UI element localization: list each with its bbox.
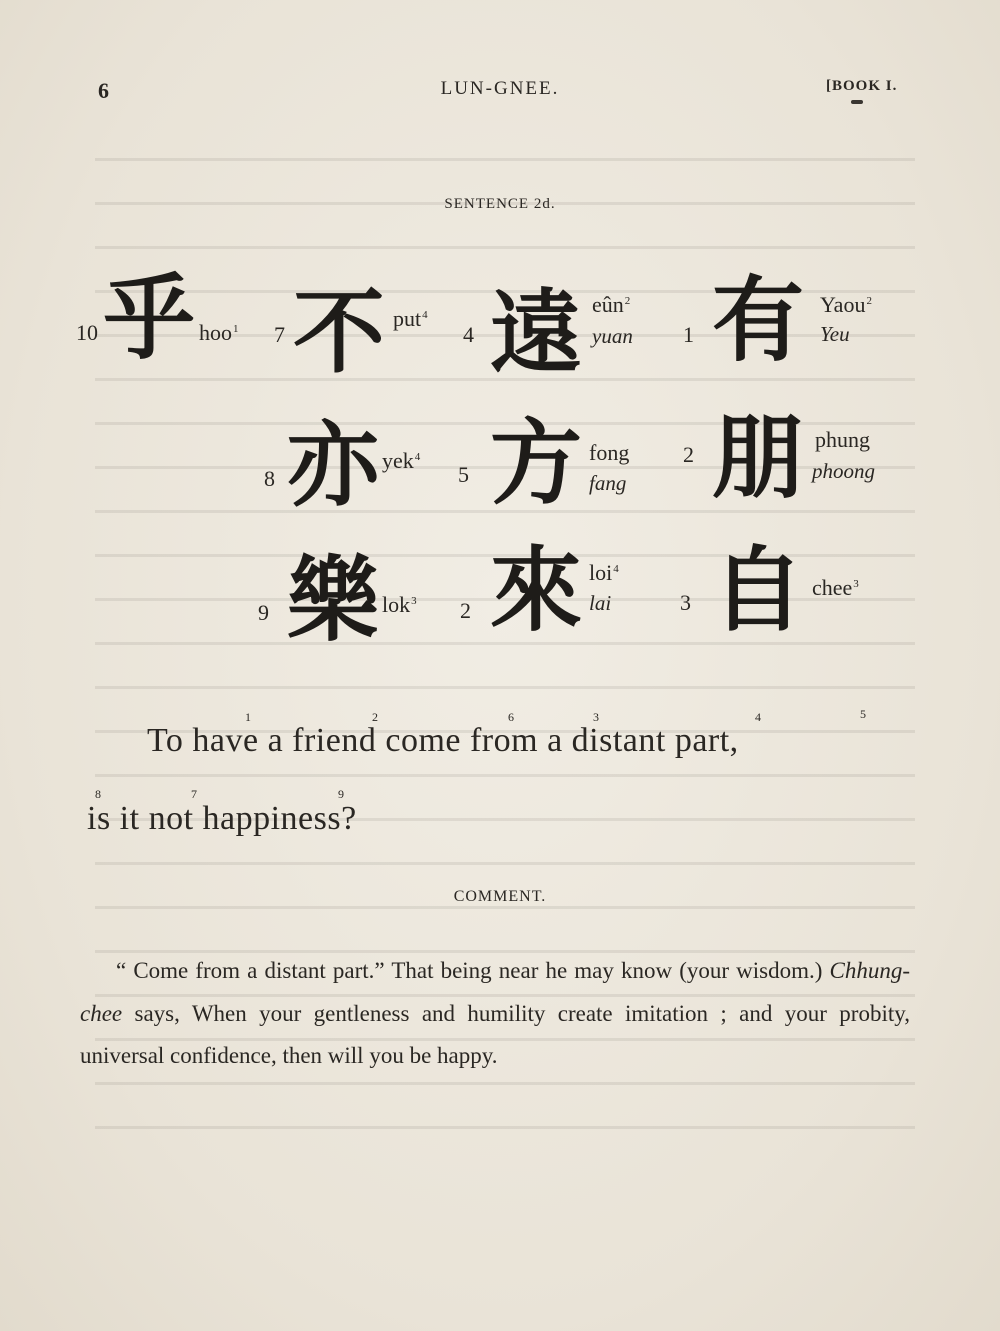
romanization (820, 292, 872, 318)
comment-heading: COMMENT. (453, 888, 547, 905)
translation-line-2: is it not happiness? (87, 800, 357, 837)
romanization (592, 292, 630, 318)
chinese-character: 不 (293, 279, 386, 386)
chinese-character: 樂 (287, 547, 380, 654)
romanization-text: yek (382, 448, 414, 473)
romanization-text: fong (589, 440, 630, 465)
chinese-character: 朋 (712, 404, 805, 511)
chinese-character: 乎 (103, 265, 196, 372)
word-marker: 7 (191, 787, 197, 801)
tone-mark: 3 (411, 594, 417, 607)
entry-number: 3 (680, 590, 691, 615)
comment-paragraph (80, 950, 910, 1078)
chinese-character: 遠 (490, 280, 583, 387)
romanization (393, 306, 428, 332)
romanization-alt: phoong (812, 459, 875, 483)
entry-number: 2 (460, 598, 471, 623)
comment-text-a: That being near he may know (your wisdom.) (384, 958, 830, 983)
word-marker: 8 (95, 787, 101, 801)
chinese-character: 有 (712, 267, 805, 374)
chinese-character: 來 (490, 537, 583, 644)
romanization-text: hoo (199, 320, 232, 345)
romanization (812, 575, 859, 601)
chinese-character: 方 (490, 410, 583, 517)
word-marker: 6 (508, 710, 514, 724)
romanization-text: Yaou (820, 292, 866, 317)
comment-person-name: Chhung-chee (80, 958, 910, 1026)
romanization-text: lok (382, 592, 411, 617)
sentence-label: SENTENCE 2d. (444, 196, 556, 212)
comment-text-b: says, When your gentleness and humility create imitation ; and your probity, universal confidence, then will you be happy. (80, 1000, 910, 1068)
book-reference: [BOOK I. (826, 78, 898, 94)
comment-quote: “ Come from a distant part.” (116, 958, 385, 983)
romanization-text: put (393, 306, 422, 331)
tone-mark: 2 (866, 294, 872, 307)
romanization (589, 440, 630, 466)
entry-number: 1 (683, 322, 694, 347)
romanization (199, 320, 239, 346)
tone-mark: 3 (853, 577, 859, 590)
word-marker: 1 (245, 710, 251, 724)
romanization (589, 560, 619, 586)
word-marker: 5 (860, 707, 866, 721)
word-marker: 2 (372, 710, 378, 724)
tone-mark: 2 (624, 294, 631, 307)
running-title: LUN-GNEE. (440, 78, 560, 99)
entry-number: 8 (264, 466, 275, 491)
romanization (382, 448, 420, 474)
entry-number: 4 (463, 322, 474, 347)
tone-mark: 4 (422, 308, 428, 321)
romanization-text: chee (812, 575, 853, 600)
entry-number: 7 (274, 322, 285, 347)
translation-line-1: To have a friend come from a distant part, (147, 722, 739, 759)
chinese-character: 亦 (287, 412, 380, 519)
page-number: 6 (98, 78, 109, 103)
romanization-text: loi (589, 560, 613, 585)
word-marker: 3 (593, 710, 599, 724)
romanization-alt: Yeu (820, 322, 850, 346)
romanization-text: eûn (592, 292, 624, 317)
word-marker: 9 (338, 787, 344, 801)
romanization-alt: lai (589, 591, 612, 615)
romanization-alt: yuan (592, 324, 633, 348)
word-marker: 4 (755, 710, 761, 724)
tone-mark: 4 (613, 562, 619, 575)
tone-mark: 1 (233, 322, 239, 335)
entry-number: 10 (76, 320, 98, 345)
entry-number: 2 (683, 442, 694, 467)
romanization-text: phung (815, 427, 870, 452)
romanization (815, 427, 871, 453)
romanization-alt: fang (589, 471, 627, 495)
entry-number: 9 (258, 600, 269, 625)
tone-mark: 4 (414, 450, 421, 463)
chinese-character: 自 (712, 537, 805, 644)
romanization (382, 592, 417, 618)
entry-number: 5 (458, 462, 469, 487)
